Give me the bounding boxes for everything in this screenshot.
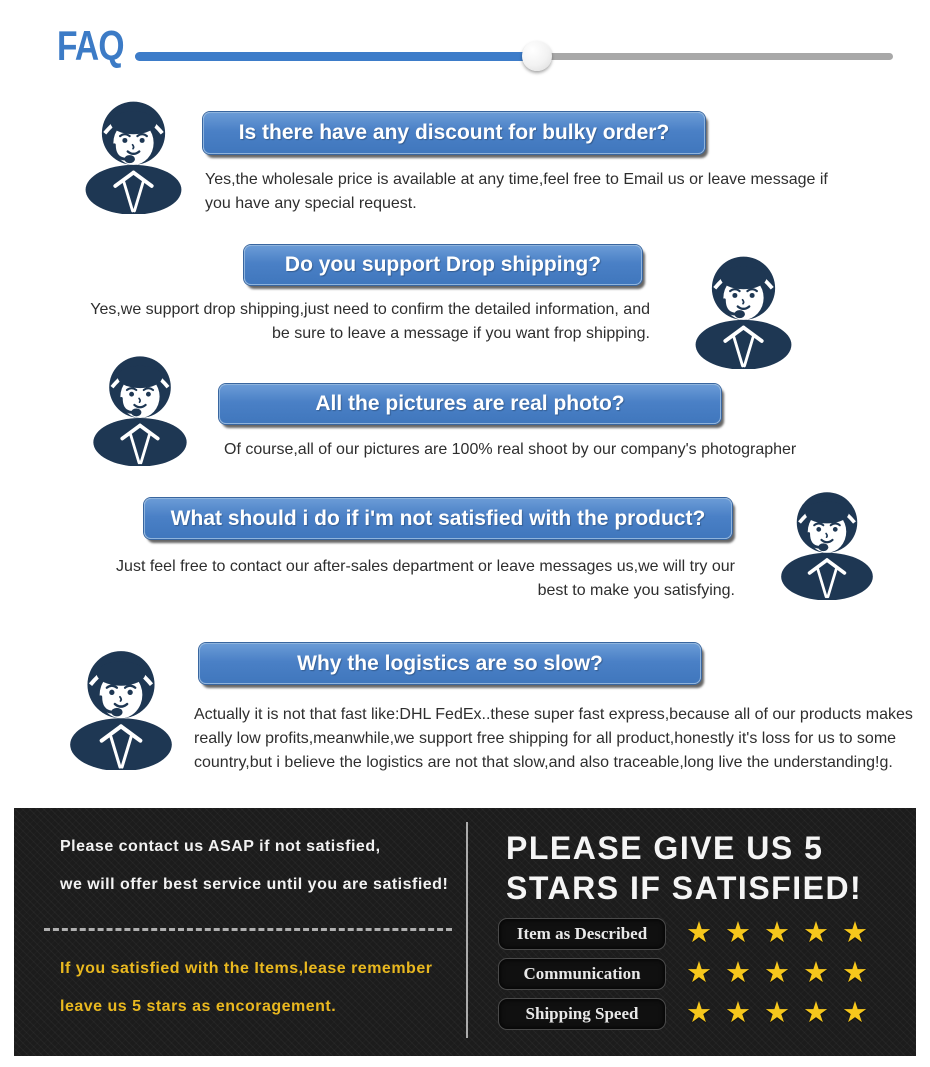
star-rating-icons: ★★★★★ xyxy=(686,957,881,989)
support-agent-icon xyxy=(84,348,196,466)
contact-line: If you satisfied with the Items,lease remember xyxy=(60,960,433,977)
vertical-divider xyxy=(466,822,468,1038)
star-rating-icons: ★★★★★ xyxy=(686,997,881,1029)
rating-title: PLEASE GIVE US 5 xyxy=(506,830,824,866)
contact-line: Please contact us ASAP if not satisfied, xyxy=(60,838,381,855)
answer-text: Yes,the wholesale price is available at any time,feel free to Email us or leave message if you have any special request. xyxy=(205,171,828,212)
contact-line: we will offer best service until you are satisfied! xyxy=(60,876,449,893)
support-agent-icon xyxy=(60,642,182,770)
rating-row xyxy=(498,998,908,1030)
question-banner[interactable]: What should i do if i'm not satisfied with the product? xyxy=(144,498,732,539)
rating-label: Item as Described xyxy=(498,918,666,950)
question-banner[interactable]: Do you support Drop shipping? xyxy=(244,245,642,285)
question-banner[interactable]: All the pictures are real photo? xyxy=(219,384,721,424)
page-title: FAQ xyxy=(57,22,124,69)
dashed-divider xyxy=(44,928,452,931)
question-banner[interactable]: Is there have any discount for bulky order? xyxy=(203,112,705,154)
rating-row xyxy=(498,918,908,950)
question-banner[interactable]: Why the logistics are so slow? xyxy=(199,643,701,684)
support-agent-icon xyxy=(76,93,191,214)
footer-panel xyxy=(14,808,916,1056)
contact-line: leave us 5 stars as encoragement. xyxy=(60,998,337,1015)
answer-text: Of course,all of our pictures are 100% real shoot by our company's photographer xyxy=(224,441,797,458)
rating-label: Communication xyxy=(498,958,666,990)
support-agent-icon xyxy=(772,484,882,600)
support-agent-icon xyxy=(686,248,801,369)
rating-row xyxy=(498,958,908,990)
answer-text: Actually it is not that fast like:DHL FedEx..these super fast express,because all of our products makes really low profits,meanwhile,we support free shipping for all product,honestly it's loss for us to some country,but i believe the logistics are not that slow,and also traceable,long live the understanding!g. xyxy=(194,706,913,771)
progress-slider[interactable] xyxy=(135,48,893,64)
star-rating-icons: ★★★★★ xyxy=(686,917,881,949)
slider-handle[interactable] xyxy=(522,41,552,71)
rating-title: STARS IF SATISFIED! xyxy=(506,870,863,906)
answer-text: Just feel free to contact our after-sales department or leave messages us,we will try our best to make you satisfying. xyxy=(116,558,735,599)
slider-fill xyxy=(135,52,537,61)
answer-text: Yes,we support drop shipping,just need to confirm the detailed information, and be sure to leave a message if you want frop shipping. xyxy=(90,301,650,342)
rating-label: Shipping Speed xyxy=(498,998,666,1030)
